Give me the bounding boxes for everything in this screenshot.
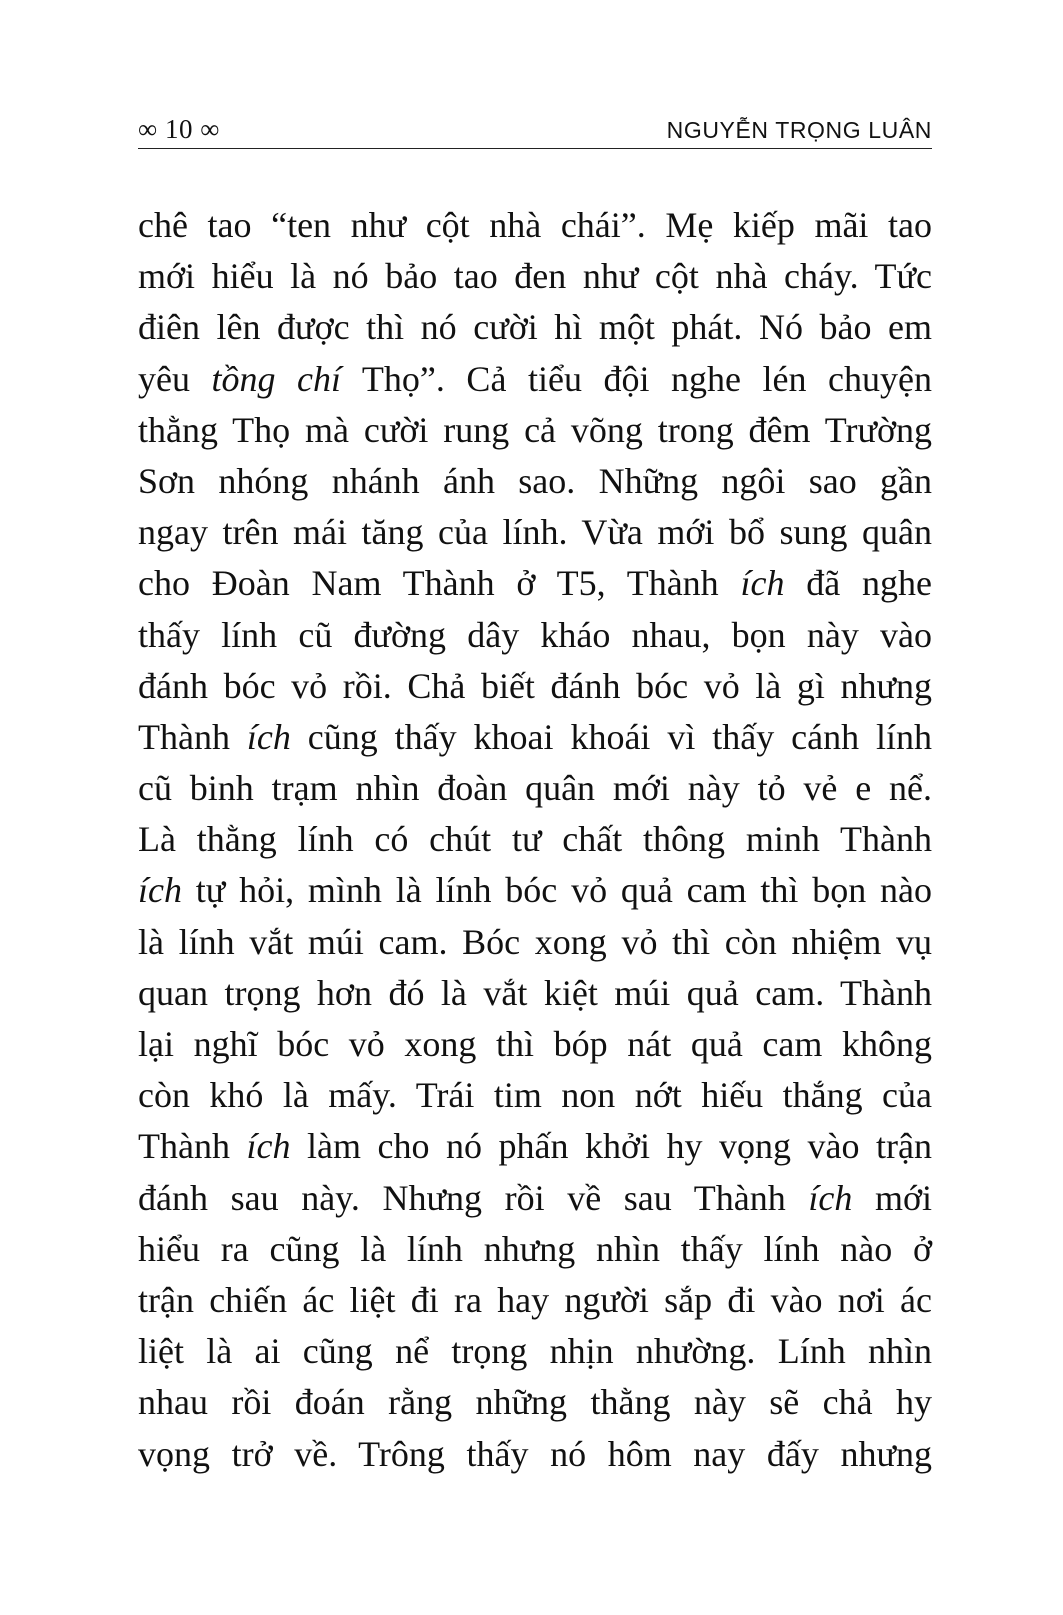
italic-text: ích	[246, 716, 291, 757]
text-segment: thằng Thọ mà cười rung cả võng trong đêm Trường	[138, 409, 932, 450]
text-segment: chê tao “ten như cột nhà chái”. Mẹ kiếp mãi tao	[138, 205, 932, 245]
text-line	[138, 814, 932, 865]
text-segment: trận chiến ác liệt đi ra hay người sắp đi vào nơi ác	[138, 1279, 932, 1320]
text-line	[138, 1377, 932, 1428]
text-line	[138, 917, 932, 968]
text-segment: đánh bóc vỏ rồi. Chả biết đánh bóc vỏ là gì nhưng	[138, 665, 932, 706]
text-line	[138, 968, 932, 1019]
text-line	[138, 1326, 932, 1377]
text-segment: yêu	[138, 358, 212, 399]
text-segment: Là thằng lính có chút tư chất thông minh Thành	[138, 819, 932, 860]
text-line	[138, 712, 932, 763]
text-segment: mới	[852, 1177, 932, 1218]
text-segment: cho Đoàn Nam Thành ở T5, Thành	[138, 563, 741, 604]
text-line	[138, 865, 932, 916]
text-segment: là lính vắt múi cam. Bóc xong vỏ thì còn nhiệm vụ	[138, 921, 932, 962]
text-line	[138, 1429, 932, 1480]
text-line	[138, 558, 932, 609]
text-segment: thấy lính cũ đường dây kháo nhau, bọn này vào	[138, 614, 932, 655]
text-segment: mới hiểu là nó bảo tao đen như cột nhà cháy. Tức	[138, 256, 932, 297]
text-line	[138, 1019, 932, 1070]
text-line	[138, 354, 932, 405]
running-title: NGUYỄN TRỌNG LUÂN	[666, 117, 932, 143]
italic-text: ích	[138, 870, 182, 911]
italic-text: tồng chí	[211, 358, 342, 399]
text-segment: nhau rồi đoán rằng những thằng này sẽ chả hy	[138, 1382, 932, 1423]
italic-text: ích	[246, 1126, 291, 1167]
italic-text: ích	[808, 1177, 853, 1218]
text-line	[138, 1070, 932, 1121]
text-segment: Thành	[138, 1126, 247, 1167]
text-line	[138, 1173, 932, 1224]
text-segment: làm cho nó phấn khởi hy vọng vào trận	[290, 1126, 932, 1167]
italic-text: ích	[740, 563, 785, 604]
text-segment: lại nghĩ bóc vỏ xong thì bóp nát quả cam không	[138, 1024, 932, 1064]
text-line	[138, 763, 932, 814]
text-line	[138, 302, 932, 353]
text-line	[138, 507, 932, 558]
text-segment: còn khó là mấy. Trái tim non nớt hiếu thắng của	[138, 1075, 932, 1116]
text-segment: điên lên được thì nó cười hì một phát. Nó bảo em	[138, 307, 932, 348]
text-line	[138, 1275, 932, 1326]
text-line	[138, 661, 932, 712]
text-line	[138, 200, 932, 251]
text-line	[138, 456, 932, 507]
text-segment: Sơn nhóng nhánh ánh sao. Những ngôi sao gần	[138, 460, 932, 501]
text-segment: Thọ”. Cả tiểu đội nghe lén chuyện	[341, 358, 932, 399]
text-segment: hiểu ra cũng là lính nhưng nhìn thấy lính nào ở	[138, 1228, 932, 1269]
text-line	[138, 405, 932, 456]
page-number	[138, 114, 220, 144]
text-segment: tự hỏi, mình là lính bóc vỏ quả cam thì bọn nào	[181, 870, 932, 911]
text-segment: liệt là ai cũng nể trọng nhịn nhường. Lính nhìn	[138, 1331, 932, 1372]
text-line	[138, 1224, 932, 1275]
text-segment: quan trọng hơn đó là vắt kiệt múi quả cam. Thành	[138, 972, 932, 1013]
text-segment: Thành	[138, 716, 247, 757]
text-segment: cũng thấy khoai khoái vì thấy cánh lính	[290, 716, 933, 757]
page-number-text: ∞ 10 ∞	[138, 114, 220, 144]
text-line	[138, 251, 932, 302]
text-segment: đánh sau này. Nhưng rồi về sau Thành	[138, 1177, 809, 1218]
text-segment: ngay trên mái tăng của lính. Vừa mới bổ sung quân	[138, 512, 932, 553]
body-text	[138, 200, 932, 1480]
text-segment: đã nghe	[784, 563, 932, 604]
text-line	[138, 1121, 932, 1172]
text-segment: cũ binh trạm nhìn đoàn quân mới này tỏ vẻ e nể.	[138, 768, 932, 809]
text-line	[138, 610, 932, 661]
page-header	[138, 112, 932, 149]
text-segment: vọng trở về. Trông thấy nó hôm nay đấy nhưng	[138, 1433, 932, 1474]
